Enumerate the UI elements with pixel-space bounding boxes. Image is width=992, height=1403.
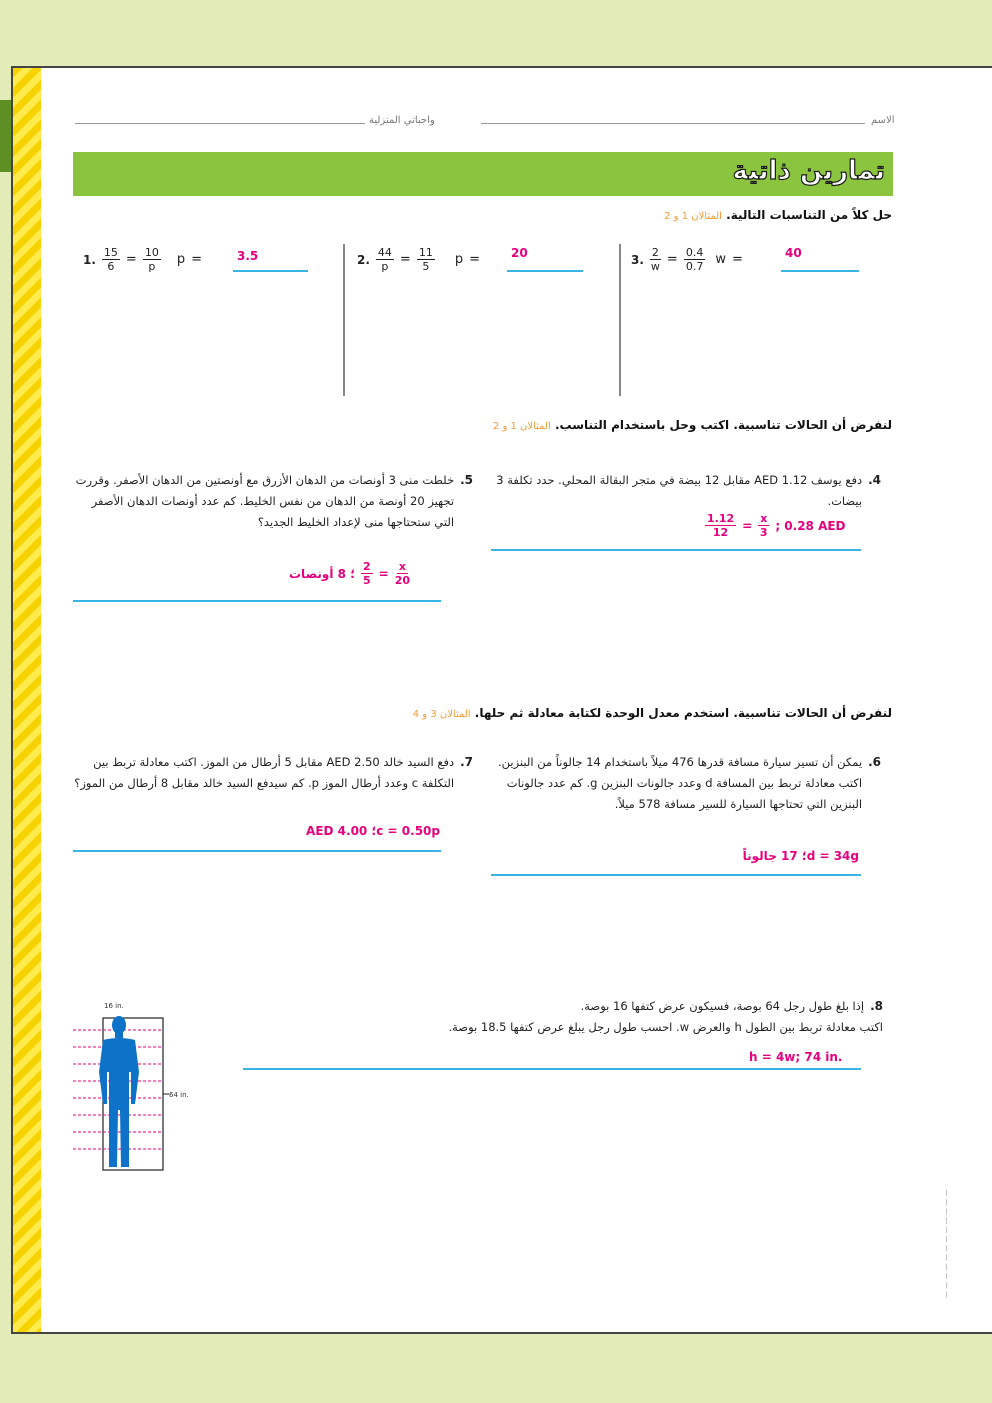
body-proportion-figure — [69, 1002, 209, 1192]
problem-5 — [73, 470, 473, 533]
problem-7-text: دفع السيد خالد 2.50 AED مقابل 5 أرطال من الموز. اكتب معادلة تربط بين التكلفة c وعدد أرطال الموز p. كم سيدفع السيد خالد مقابل 8 أرطال من الموز؟ — [74, 755, 455, 790]
problem-5-answer-tail: ؛ 8 أونصات — [289, 566, 355, 581]
section2-examples: المثالان 1 و 2 — [492, 421, 551, 432]
problem-1-answer-line — [233, 270, 308, 272]
worksheet-page — [11, 66, 992, 1334]
problem-3-right-fraction — [684, 246, 706, 273]
fraction-numerator: 11 — [418, 246, 433, 259]
section2-instruction-text: لنفرض أن الحالات تناسبية. اكتب وحل باستخدام التناسب. — [554, 418, 892, 432]
column-divider — [343, 244, 345, 396]
copyright-side-text: — — — — — — — — — — — — — [942, 1189, 950, 1298]
fraction-denominator: 0.7 — [685, 260, 704, 273]
problem-3 — [631, 246, 743, 273]
fraction-numerator: 44 — [377, 246, 392, 259]
section2-instruction — [493, 418, 892, 432]
section3-instruction-text: لنفرض أن الحالات تناسبية. استخدم معدل الوحدة لكتابة معادلة ثم حلها. — [474, 706, 892, 720]
problem-3-answer-line — [781, 270, 859, 272]
problem-1-left-fraction — [102, 246, 120, 273]
fraction-denominator: p — [381, 260, 389, 273]
homework-label: واجباتي المنزلية — [369, 115, 435, 126]
section1-examples: المثالان 1 و 2 — [664, 211, 722, 222]
problem-4-answer-tail: ; 0.28 AED — [775, 518, 846, 533]
fraction-numerator: 2 — [651, 246, 659, 259]
fraction-denominator: 12 — [712, 526, 729, 539]
fraction-denominator: 20 — [394, 574, 411, 587]
fraction-denominator: 5 — [363, 574, 371, 587]
fraction-numerator: x — [398, 560, 406, 573]
fraction-numerator: x — [760, 512, 768, 525]
problem-8 — [243, 996, 883, 1038]
section1-instruction — [664, 208, 892, 222]
problem-1-variable: p — [176, 252, 186, 267]
height-label: 64 in. — [169, 1091, 189, 1099]
problem-3-number: 3. — [631, 252, 644, 267]
problem-4-answer — [705, 512, 846, 539]
problem-5-text: خلطت منى 3 أونصات من الدهان الأزرق مع أونصتين من الدهان الأصفر. وقررت تجهيز 20 أونصة من الدهان من نفس الخليط. كم عدد أونصات الدهان الأصفر التي ستحتاجها منى لإعداد الخليط الجديد؟ — [75, 473, 455, 529]
problem-6 — [491, 752, 881, 815]
equals-sign: = — [399, 252, 411, 267]
fraction-numerator: 2 — [363, 560, 371, 573]
problem-1-answer: 3.5 — [237, 249, 259, 263]
answer-fraction — [395, 560, 410, 587]
problem-7 — [73, 752, 473, 794]
problem-2-answer: 20 — [511, 246, 528, 260]
section1-instruction-text: حل كلاً من التناسبات التالية. — [726, 208, 892, 222]
problem-2-answer-line — [507, 270, 583, 272]
section3-instruction — [413, 706, 892, 720]
fraction-numerator: 15 — [103, 246, 118, 259]
fraction-denominator: p — [148, 260, 156, 273]
column-divider — [619, 244, 621, 396]
problem-3-answer: 40 — [785, 246, 802, 260]
problem-7-answer: c = 0.50p؛ 4.00 AED — [306, 824, 440, 838]
problem-2-left-fraction — [376, 246, 394, 273]
problem-6-answer: d = 34g؛ 17 جالوناً — [742, 849, 859, 863]
answer-fraction — [705, 512, 736, 539]
title-banner — [73, 152, 893, 196]
problem-3-variable: w — [715, 252, 726, 267]
problem-6-answer-line — [491, 874, 861, 876]
equals-sign: = — [469, 252, 480, 267]
equals-sign: = — [742, 518, 753, 533]
answer-fraction — [758, 512, 769, 539]
problem-5-number: 5. — [460, 473, 473, 487]
problem-7-answer-line — [73, 850, 441, 852]
answer-fraction — [361, 560, 373, 587]
problem-8-line2: اكتب معادلة تربط بين الطول h والعرض w. احسب طول رجل يبلغ عرض كتفها 18.5 بوصة. — [448, 1020, 883, 1034]
fraction-denominator: 5 — [422, 260, 430, 273]
equals-sign: = — [191, 252, 202, 267]
problem-4-text: دفع يوسف 1.12 AED مقابل 12 بيضة في متجر البقالة المحلي. حدد تكلفة 3 بيضات. — [496, 473, 863, 508]
problem-7-number: 7. — [460, 755, 473, 769]
problem-3-left-fraction — [650, 246, 661, 273]
problem-2 — [357, 246, 480, 273]
problem-2-right-fraction — [417, 246, 435, 273]
name-label: الاسم — [871, 115, 895, 126]
width-label: 16 in. — [104, 1002, 124, 1010]
problem-2-number: 2. — [357, 252, 370, 267]
equals-sign: = — [731, 252, 743, 267]
section3-examples: المثالان 3 و 4 — [412, 709, 471, 720]
problem-8-answer-line — [243, 1068, 861, 1070]
problem-4-answer-line — [491, 549, 861, 551]
problem-6-number: 6. — [868, 755, 881, 769]
name-line — [481, 123, 865, 124]
problem-2-variable: p — [454, 252, 464, 267]
fraction-numerator: 0.4 — [685, 246, 704, 259]
equals-sign: = — [666, 252, 678, 267]
problem-8-answer: h = 4w; 74 in. — [749, 1050, 843, 1064]
problem-4 — [491, 470, 881, 512]
problem-1-number: 1. — [83, 252, 96, 267]
person-silhouette — [99, 1016, 139, 1167]
fraction-denominator: w — [650, 260, 660, 273]
homework-line — [75, 123, 365, 124]
silhouette-diagram — [69, 1012, 209, 1192]
equals-sign: = — [125, 252, 137, 267]
problem-8-line1: إذا بلغ طول رجل 64 بوصة، فسيكون عرض كتفها 16 بوصة. — [580, 999, 865, 1013]
problem-5-answer-line — [73, 600, 441, 602]
equals-sign: = — [378, 566, 389, 581]
fraction-denominator: 3 — [759, 526, 768, 539]
page-title: تمارين ذاتية — [732, 156, 885, 186]
problem-5-answer — [289, 560, 410, 587]
problem-8-number: 8. — [870, 999, 883, 1013]
problem-6-text: يمكن أن تسير سيارة مسافة قدرها 476 ميلاً باستخدام 14 جالوناً من البنزين. اكتب معادلة تربط بين المسافة d وعدد جالونات البنزين g. كم عدد جالونات البنزين التي تحتاجها السيارة للسير مسافة 578 ميلاً. — [497, 755, 863, 811]
fraction-denominator: 6 — [107, 260, 115, 273]
problem-1 — [83, 246, 202, 273]
problem-4-number: 4. — [868, 473, 881, 487]
fraction-numerator: 1.12 — [707, 512, 735, 525]
fraction-numerator: 10 — [144, 246, 159, 259]
problem-1-right-fraction — [143, 246, 161, 273]
binding-stripe — [13, 68, 41, 1332]
